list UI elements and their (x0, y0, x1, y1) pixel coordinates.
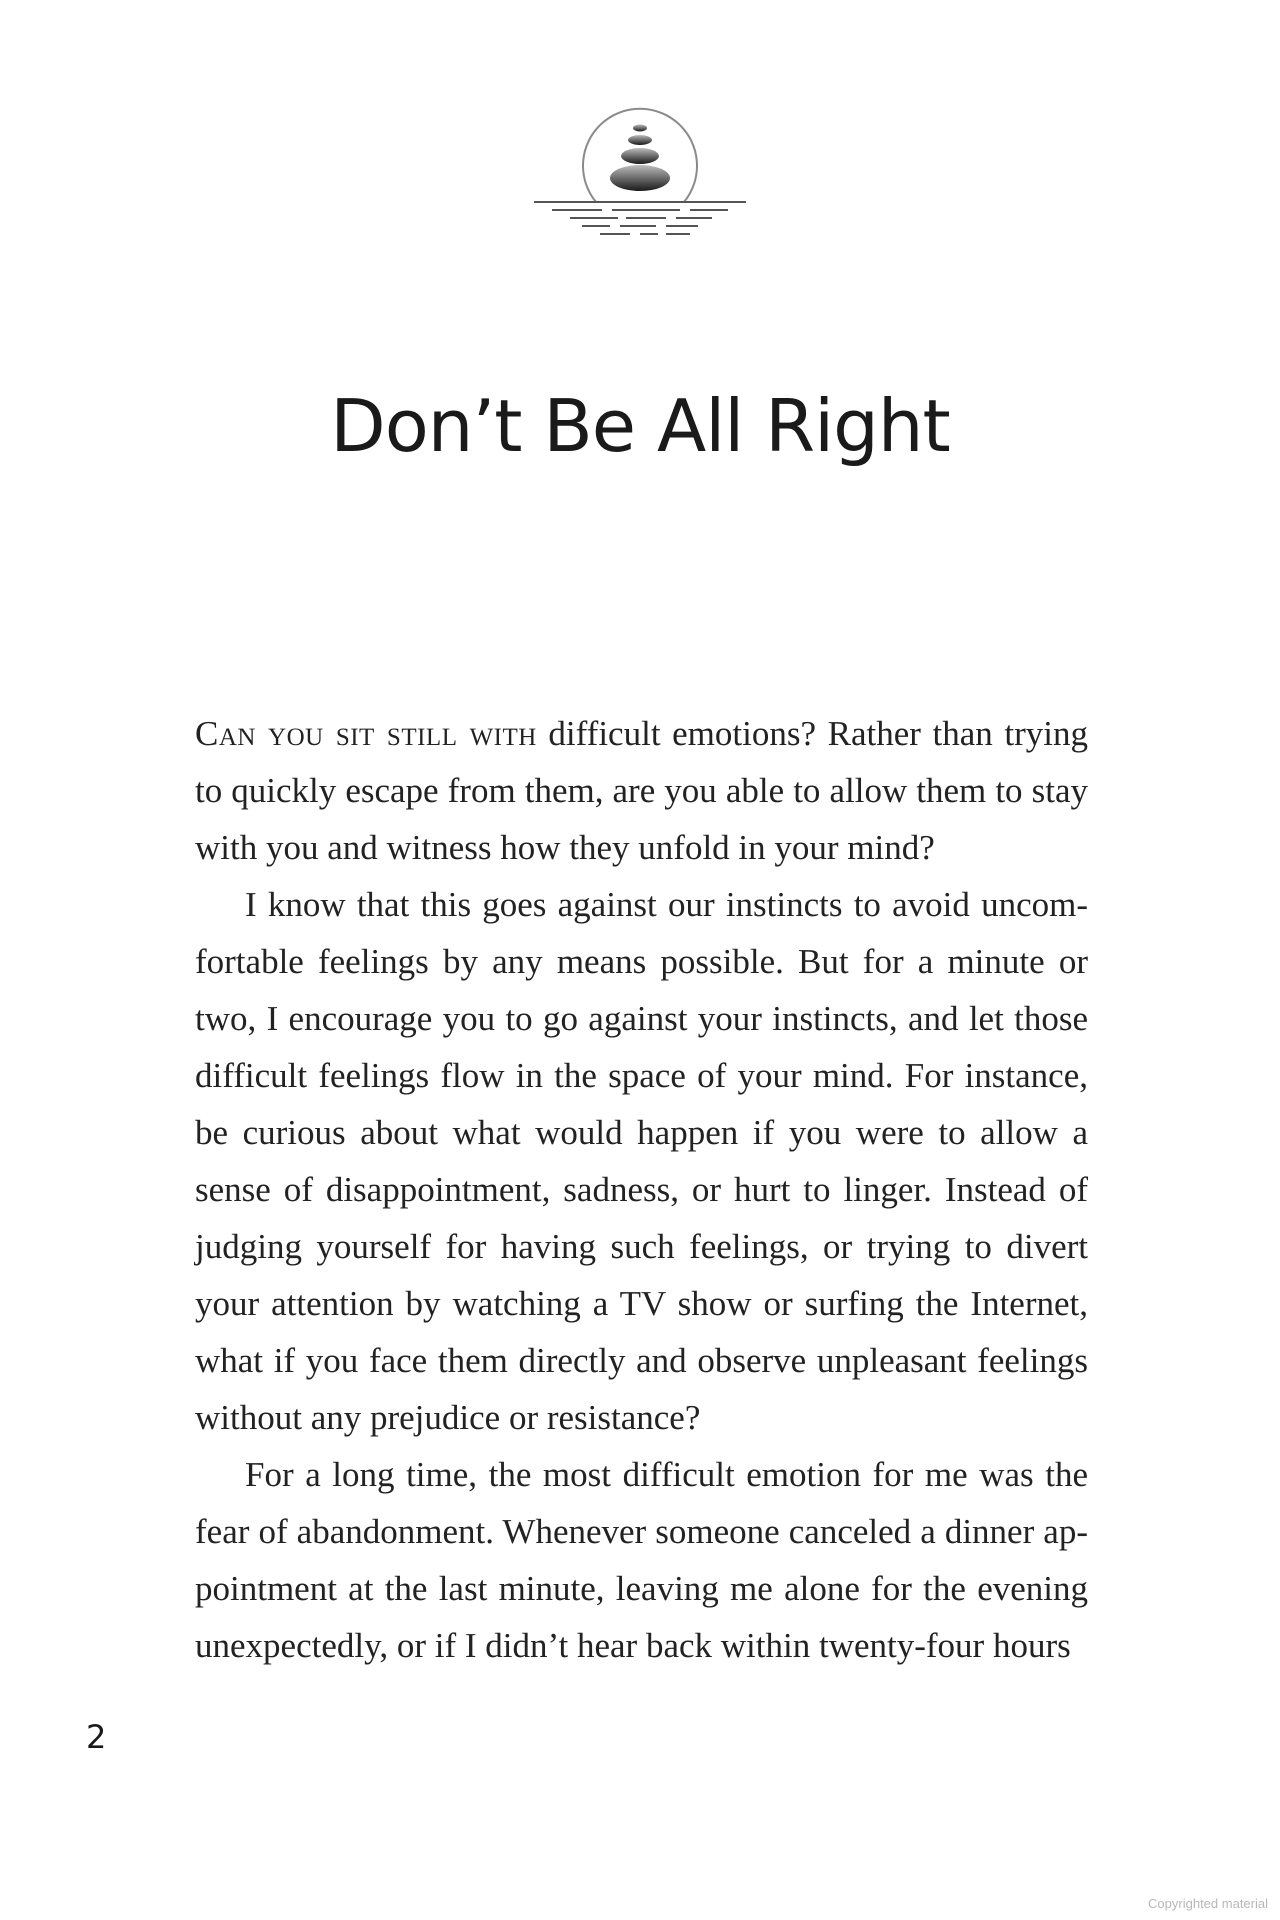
chapter-body (195, 705, 1088, 1674)
copyright-watermark: Copyrighted material (1148, 1896, 1268, 1911)
page-number: 2 (86, 1718, 107, 1756)
paragraph-text: difficult emotions? Rather than trying to quickly escape from them, are you able to allow them to stay with you and witness how they unfold in your mind? (195, 714, 1088, 867)
paragraph (195, 705, 1088, 876)
paragraph-lead-in: Can you sit still with (195, 714, 537, 753)
paragraph: I know that this goes against our instincts to avoid uncomfortable feelings by any means possible. But for a minute or two, I encourage you to go against your instincts, and let those difficult feelings flow in the space of your mind. For instance, be curious about what would happen if you were to allow a sense of disappointment, sadness, or hurt to linger. Instead of judging yourself for having such feelings, or trying to divert your attention by watching a TV show or surfing the Internet, what if you face them directly and observe unpleasant feelings without any prejudice or resistance? (195, 885, 1088, 1437)
chapter-title: Don’t Be All Right (330, 384, 950, 468)
stacked-stones-over-water-icon (530, 98, 750, 248)
paragraph: For a long time, the most difficult emotion for me was the fear of abandonment. Whenever someone canceled a dinner appointment at the last minute, leaving me alone for the evening unexpectedly, or if I didn’t hear back within twenty-four hours (195, 1455, 1088, 1665)
